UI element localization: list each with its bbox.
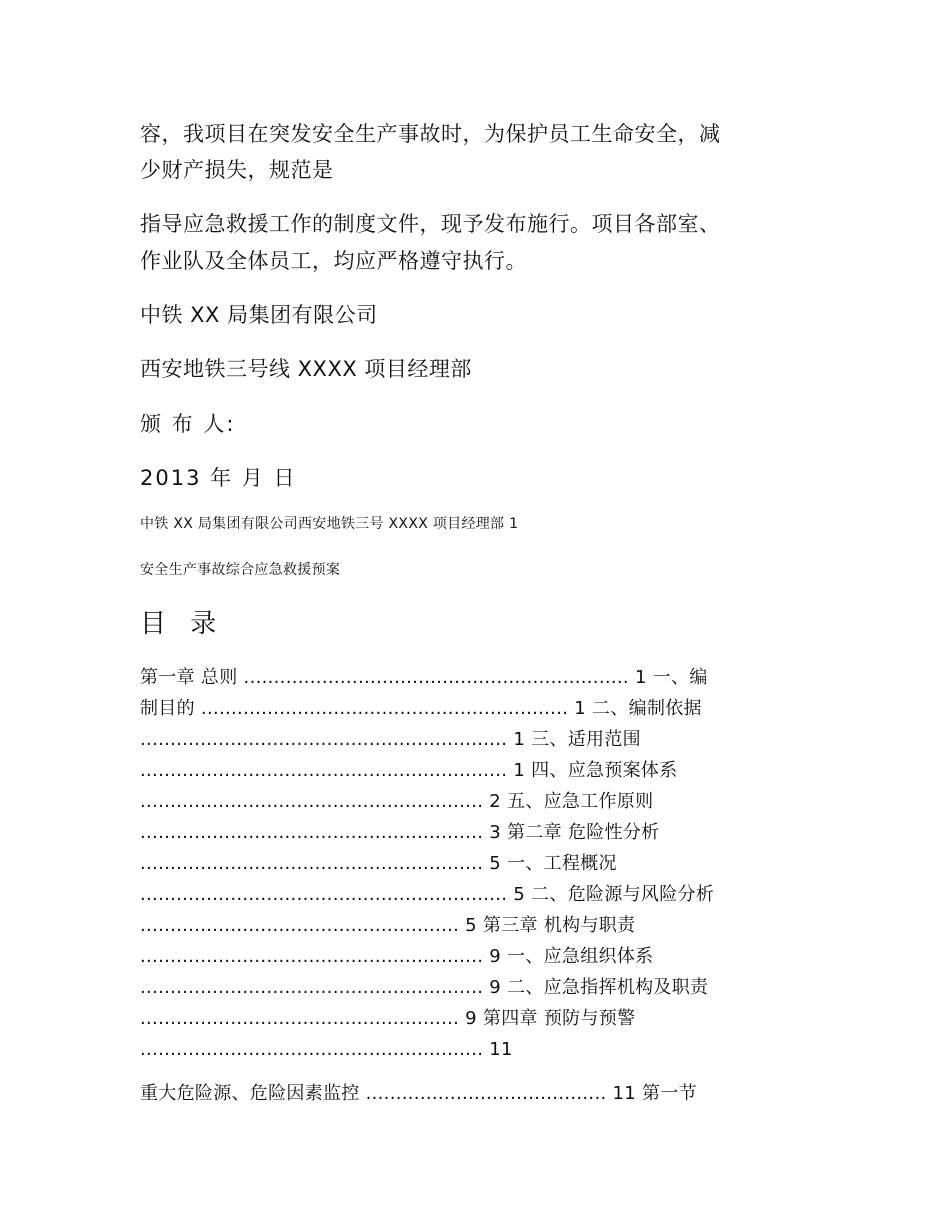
paragraph-line: 容，我项目在突发安全生产事故时，为保护员工生命安全，减 bbox=[140, 122, 721, 146]
toc-line: ......................................................... 2 五、应急工作原则 bbox=[140, 791, 654, 812]
issue-date: 2013 年 月 日 bbox=[140, 466, 297, 490]
toc-line: ............................................................. 1 三、适用范围 bbox=[140, 729, 641, 750]
toc-heading: 目 录 bbox=[140, 609, 225, 639]
toc-line: 重大危险源、危险因素监控 ........................................ 11 第一节 bbox=[140, 1083, 697, 1104]
toc-line: 第一章 总则 ................................................................ 1 一、编 bbox=[140, 667, 708, 688]
page-footer: 中铁 XX 局集团有限公司西安地铁三号 XXXX 项目经理部 1 bbox=[140, 516, 519, 532]
toc-line: 制目的 ............................................................. 1 二、编制依据 bbox=[140, 698, 702, 719]
document-title: 安全生产事故综合应急救援预案 bbox=[140, 562, 341, 578]
toc-line: ..................................................... 9 第四章 预防与预警 bbox=[140, 1008, 636, 1029]
toc-line: ......................................................... 9 一、应急组织体系 bbox=[140, 946, 654, 967]
toc-line: ......................................................... 5 一、工程概况 bbox=[140, 853, 617, 874]
paragraph-line: 少财产损失，规范是 bbox=[140, 158, 334, 182]
toc-line: ......................................................... 9 二、应急指挥机构及职责 bbox=[140, 977, 709, 998]
toc-line: ............................................................. 5 二、危险源与风险分析 bbox=[140, 884, 715, 905]
toc-line: ......................................................... 11 bbox=[140, 1039, 513, 1060]
department-name: 西安地铁三号线 XXXX 项目经理部 bbox=[140, 357, 472, 381]
toc-line: ..................................................... 5 第三章 机构与职责 bbox=[140, 915, 636, 936]
company-name: 中铁 XX 局集团有限公司 bbox=[140, 303, 378, 327]
paragraph-line: 指导应急救援工作的制度文件，现予发布施行。项目各部室、 bbox=[140, 212, 721, 236]
issuer-label: 颁 布 人: bbox=[140, 412, 236, 436]
toc-line: ......................................................... 3 第二章 危险性分析 bbox=[140, 822, 660, 843]
toc-line: ............................................................. 1 四、应急预案体系 bbox=[140, 760, 678, 781]
paragraph-line: 作业队及全体员工，均应严格遵守执行。 bbox=[140, 249, 527, 273]
